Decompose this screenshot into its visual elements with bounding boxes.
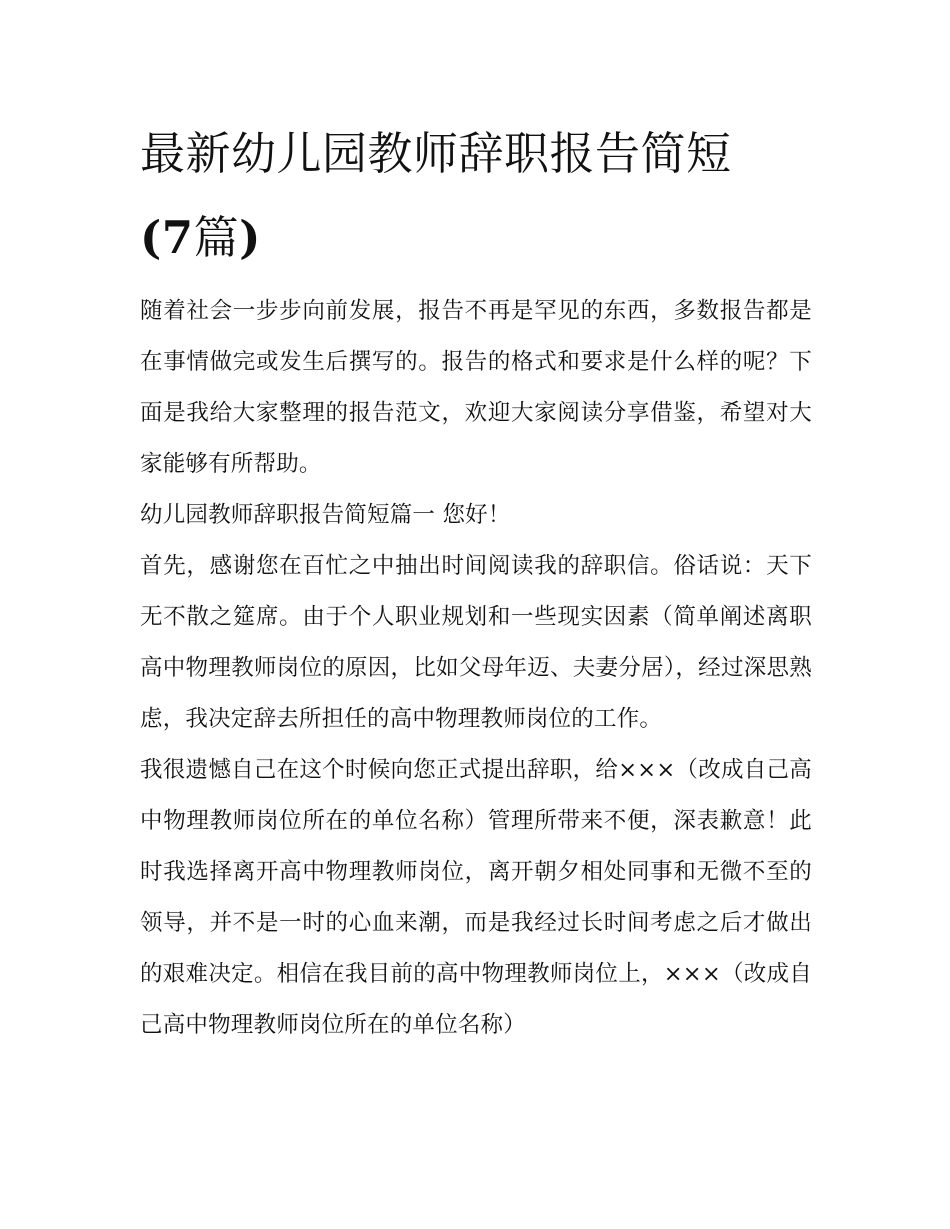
- document-title: [140, 112, 812, 280]
- intro-paragraph: 随着社会一步步向前发展，报告不再是罕见的东西，多数报告都是在事情做完或发生后撰写的。报告的格式和要求是什么样的呢？下面是我给大家整理的报告范文，欢迎大家阅读分享借鉴，希望对大家能够有所帮助。: [140, 298, 812, 477]
- title-count-close: ): [239, 211, 261, 264]
- title-count-open: (7: [140, 211, 194, 264]
- title-line-1: 最新幼儿园教师辞职报告简短: [140, 127, 732, 180]
- section-heading-paragraph: 幼儿园教师辞职报告简短篇一 您好！: [140, 502, 511, 528]
- body-paragraph-1: 首先，感谢您在百忙之中抽出时间阅读我的辞职信。俗话说：天下无不散之筵席。由于个人职业规划和一些现实因素（简单阐述离职高中物理教师岗位的原因，比如父母年迈、夫妻分居），经过深思熟虑，我决定辞去所担任的高中物理教师岗位的工作。: [140, 553, 812, 732]
- title-count-word: 篇: [193, 211, 240, 264]
- document-body: [140, 112, 812, 1051]
- body-paragraph-2: 我很遗憾自己在这个时候向您正式提出辞职，给×××（改成自己高中物理教师岗位所在的单位名称）管理所带来不便，深表歉意！此时我选择离开高中物理教师岗位，离开朝夕相处同事和无微不至的领导，并不是一时的心血来潮，而是我经过长时间考虑之后才做出的艰难决定。相信在我目前的高中物理教师岗位上，×××（改成自己高中物理教师岗位所在的单位名称）: [140, 757, 812, 1038]
